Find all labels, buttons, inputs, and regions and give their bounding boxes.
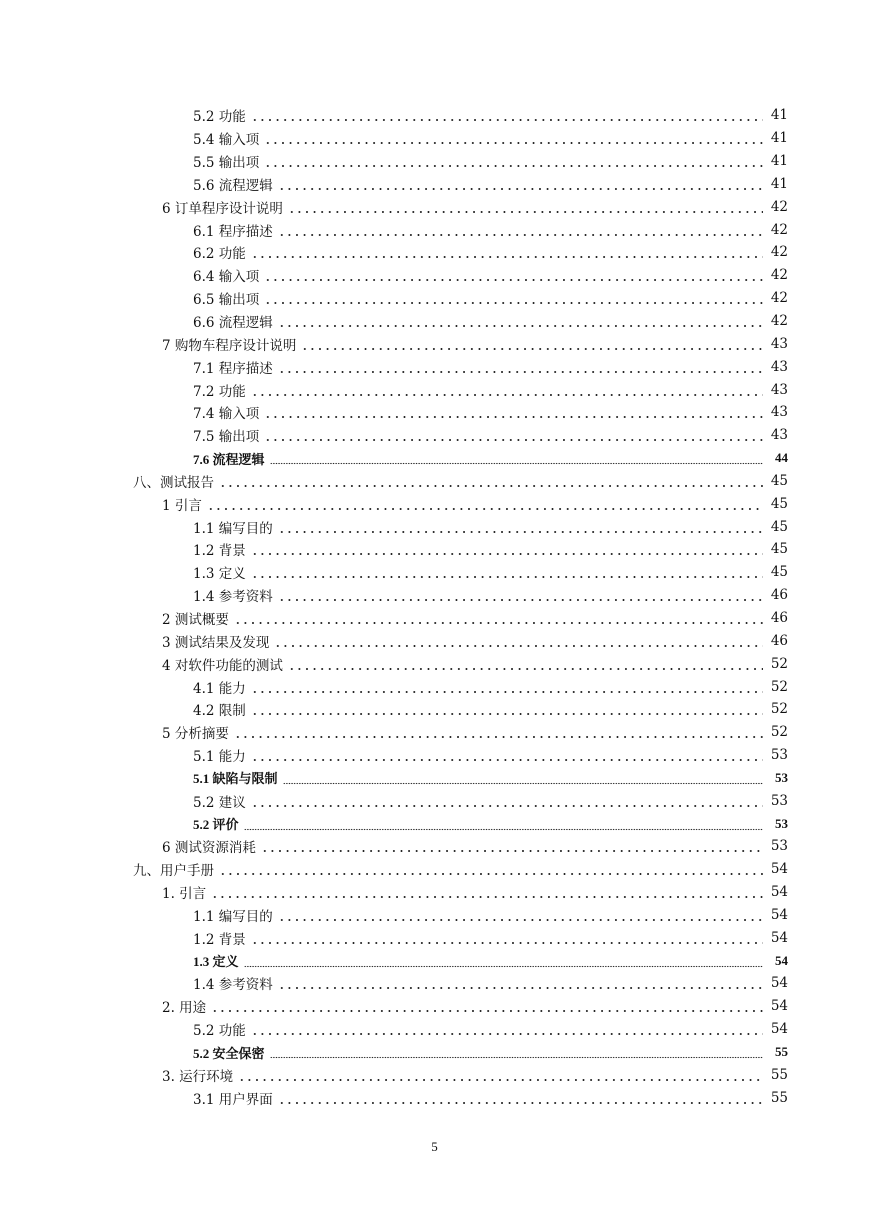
toc-entry-title: 1.2 背景	[193, 928, 248, 948]
toc-entry[interactable]	[0, 287, 869, 310]
dot-leader	[264, 291, 763, 305]
toc-entry[interactable]	[0, 241, 869, 264]
dot-leader	[270, 451, 763, 465]
toc-entry[interactable]	[0, 492, 869, 515]
toc-entry-title: 7.4 输入项	[193, 402, 261, 422]
toc-entry[interactable]	[0, 310, 869, 333]
dot-leader	[278, 223, 763, 237]
toc-entry[interactable]	[0, 904, 869, 927]
toc-entry[interactable]	[0, 1018, 869, 1041]
dot-leader	[207, 497, 763, 511]
dot-leader	[251, 245, 763, 259]
dot-leader	[288, 657, 763, 671]
toc-entry-title: 3. 运行环境	[162, 1065, 235, 1085]
toc-entry-page: 46	[770, 632, 788, 649]
dot-leader	[219, 474, 763, 488]
toc-entry[interactable]	[0, 926, 869, 949]
toc-entry-page: 42	[770, 313, 788, 330]
toc-entry-page: 43	[770, 381, 788, 398]
toc-entry-page: 54	[770, 929, 788, 946]
dot-leader	[251, 794, 763, 808]
toc-entry-page: 54	[770, 1021, 788, 1038]
toc-entry-page: 46	[770, 609, 788, 626]
toc-entry[interactable]	[0, 515, 869, 538]
toc-entry-title: 5.2 安全保密	[193, 1043, 267, 1062]
toc-entry-title: 7.6 流程逻辑	[193, 449, 267, 468]
toc-entry-page: 45	[770, 564, 788, 581]
toc-entry[interactable]	[0, 561, 869, 584]
dot-leader	[278, 360, 763, 374]
toc-entry-title: 1. 引言	[162, 882, 208, 902]
toc-entry-page: 44	[775, 450, 788, 466]
toc-entry-title: 7.2 功能	[193, 380, 248, 400]
toc-entry-title: 7.5 输出项	[193, 425, 261, 445]
toc-entry[interactable]	[0, 355, 869, 378]
toc-entry-page: 41	[770, 130, 788, 147]
dot-leader	[244, 817, 763, 831]
dot-leader	[251, 108, 763, 122]
toc-entry-page: 55	[770, 1066, 788, 1083]
dot-leader	[270, 1045, 763, 1059]
toc-entry[interactable]	[0, 675, 869, 698]
toc-entry-title: 1 引言	[162, 494, 204, 514]
toc-entry-title: 4.1 能力	[193, 677, 248, 697]
toc-entry[interactable]	[0, 1063, 869, 1086]
dot-leader	[264, 268, 763, 282]
dot-leader	[278, 976, 763, 990]
dot-leader	[283, 771, 763, 785]
toc-entry-page: 41	[770, 153, 788, 170]
toc-entry[interactable]	[0, 401, 869, 424]
dot-leader	[278, 314, 763, 328]
toc-entry[interactable]	[0, 378, 869, 401]
dot-leader	[264, 428, 763, 442]
toc-entry-title: 5.1 缺陷与限制	[193, 768, 280, 787]
toc-entry-title: 1.3 定义	[193, 562, 248, 582]
toc-entry[interactable]	[0, 150, 869, 173]
toc-entry[interactable]	[0, 835, 869, 858]
toc-entry[interactable]	[0, 995, 869, 1018]
dot-leader	[251, 542, 763, 556]
dot-leader	[234, 611, 763, 625]
toc-entry-title: 5.5 输出项	[193, 151, 261, 171]
toc-entry-title: 6 测试资源消耗	[162, 836, 258, 856]
toc-entry-title: 6.1 程序描述	[193, 220, 275, 240]
toc-entry-page: 42	[770, 267, 788, 284]
toc-entry-title: 1.3 定义	[193, 951, 241, 970]
toc-entry-page: 52	[770, 655, 788, 672]
table-of-contents	[0, 104, 869, 1109]
toc-entry-page: 53	[770, 792, 788, 809]
toc-entry-title: 3 测试结果及发现	[162, 631, 271, 651]
toc-entry-page: 45	[770, 518, 788, 535]
dot-leader	[251, 1022, 763, 1036]
toc-entry-page: 41	[770, 107, 788, 124]
dot-leader	[211, 885, 763, 899]
toc-entry-title: 1.1 编写目的	[193, 905, 275, 925]
toc-entry-title: 3.1 用户界面	[193, 1088, 275, 1108]
toc-entry[interactable]	[0, 652, 869, 675]
toc-entry-title: 5.4 输入项	[193, 128, 261, 148]
dot-leader	[251, 565, 763, 579]
toc-entry-title: 1.2 背景	[193, 539, 248, 559]
toc-entry[interactable]	[0, 127, 869, 150]
toc-entry-page: 45	[770, 472, 788, 489]
dot-leader	[278, 1091, 763, 1105]
dot-leader	[244, 954, 763, 968]
dot-leader	[219, 862, 763, 876]
toc-entry[interactable]	[0, 972, 869, 995]
toc-entry-title: 1.4 参考资料	[193, 585, 275, 605]
toc-entry-page: 45	[770, 495, 788, 512]
dot-leader	[301, 337, 763, 351]
toc-entry-page: 52	[770, 678, 788, 695]
toc-entry-page: 43	[770, 358, 788, 375]
toc-entry-title: 4.2 限制	[193, 699, 248, 719]
toc-entry[interactable]	[0, 629, 869, 652]
toc-entry-page: 42	[770, 221, 788, 238]
toc-entry-page: 42	[770, 290, 788, 307]
toc-entry-title: 6 订单程序设计说明	[162, 197, 285, 217]
dot-leader	[251, 748, 763, 762]
dot-leader	[288, 200, 763, 214]
toc-entry-page: 54	[775, 952, 788, 968]
toc-entry-page: 52	[770, 701, 788, 718]
dot-leader	[264, 405, 763, 419]
toc-entry-title: 5.2 功能	[193, 1019, 248, 1039]
toc-entry-page: 42	[770, 244, 788, 261]
toc-entry-page: 46	[770, 587, 788, 604]
toc-entry[interactable]	[0, 721, 869, 744]
toc-entry[interactable]	[0, 332, 869, 355]
dot-leader	[278, 177, 763, 191]
toc-entry[interactable]	[0, 744, 869, 767]
dot-leader	[234, 725, 763, 739]
toc-entry-page: 53	[770, 838, 788, 855]
toc-entry-page: 53	[775, 769, 788, 785]
dot-leader	[211, 999, 763, 1013]
toc-entry-page: 45	[770, 541, 788, 558]
toc-entry-title: 5.1 能力	[193, 745, 248, 765]
toc-entry-title: 九、用户手册	[133, 859, 216, 879]
toc-entry[interactable]	[0, 698, 869, 721]
toc-entry-title: 5.2 评价	[193, 814, 241, 833]
toc-entry-title: 2 测试概要	[162, 608, 231, 628]
toc-entry-page: 41	[770, 175, 788, 192]
toc-entry-page: 43	[770, 335, 788, 352]
dot-leader	[278, 588, 763, 602]
dot-leader	[251, 680, 763, 694]
toc-entry-title: 6.4 输入项	[193, 265, 261, 285]
toc-entry-title: 5.2 功能	[193, 105, 248, 125]
toc-entry[interactable]	[0, 766, 869, 789]
dot-leader	[238, 1068, 763, 1082]
dot-leader	[264, 154, 763, 168]
toc-entry-page: 54	[770, 884, 788, 901]
toc-entry[interactable]	[0, 1041, 869, 1064]
toc-entry-page: 43	[770, 427, 788, 444]
dot-leader	[264, 131, 763, 145]
toc-entry-page: 53	[770, 747, 788, 764]
toc-entry-page: 43	[770, 404, 788, 421]
toc-entry[interactable]	[0, 173, 869, 196]
toc-entry[interactable]	[0, 447, 869, 470]
toc-entry-page: 54	[770, 975, 788, 992]
page-number: 5	[431, 1139, 438, 1154]
toc-entry-title: 4 对软件功能的测试	[162, 654, 285, 674]
toc-entry[interactable]	[0, 218, 869, 241]
toc-entry[interactable]	[0, 812, 869, 835]
toc-entry-page: 54	[770, 998, 788, 1015]
dot-leader	[278, 908, 763, 922]
dot-leader	[261, 839, 763, 853]
toc-entry[interactable]	[0, 607, 869, 630]
toc-entry-title: 5.6 流程逻辑	[193, 174, 275, 194]
toc-entry-title: 6.5 输出项	[193, 288, 261, 308]
toc-entry[interactable]	[0, 424, 869, 447]
dot-leader	[274, 634, 763, 648]
dot-leader	[278, 520, 763, 534]
toc-entry[interactable]	[0, 949, 869, 972]
toc-entry-title: 6.2 功能	[193, 242, 248, 262]
toc-entry-title: 7.1 程序描述	[193, 357, 275, 377]
toc-entry-page: 42	[770, 198, 788, 215]
toc-entry-title: 5.2 建议	[193, 791, 248, 811]
toc-entry-title: 1.4 参考资料	[193, 973, 275, 993]
toc-entry-page: 54	[770, 906, 788, 923]
toc-entry[interactable]	[0, 584, 869, 607]
dot-leader	[251, 702, 763, 716]
toc-entry[interactable]	[0, 538, 869, 561]
toc-entry[interactable]	[0, 858, 869, 881]
toc-entry-title: 八、测试报告	[133, 471, 216, 491]
toc-entry-title: 2. 用途	[162, 996, 208, 1016]
toc-entry-title: 7 购物车程序设计说明	[162, 334, 298, 354]
toc-entry[interactable]	[0, 789, 869, 812]
toc-entry[interactable]	[0, 195, 869, 218]
toc-entry[interactable]	[0, 104, 869, 127]
dot-leader	[251, 931, 763, 945]
toc-entry[interactable]	[0, 470, 869, 493]
toc-entry[interactable]	[0, 881, 869, 904]
dot-leader	[251, 383, 763, 397]
toc-entry[interactable]	[0, 264, 869, 287]
toc-entry-title: 6.6 流程逻辑	[193, 311, 275, 331]
toc-entry-page: 52	[770, 724, 788, 741]
toc-entry[interactable]	[0, 1086, 869, 1109]
toc-entry-title: 1.1 编写目的	[193, 517, 275, 537]
toc-entry-title: 5 分析摘要	[162, 722, 231, 742]
toc-entry-page: 55	[770, 1089, 788, 1106]
toc-entry-page: 55	[775, 1044, 788, 1060]
toc-entry-page: 53	[775, 815, 788, 831]
toc-entry-page: 54	[770, 861, 788, 878]
